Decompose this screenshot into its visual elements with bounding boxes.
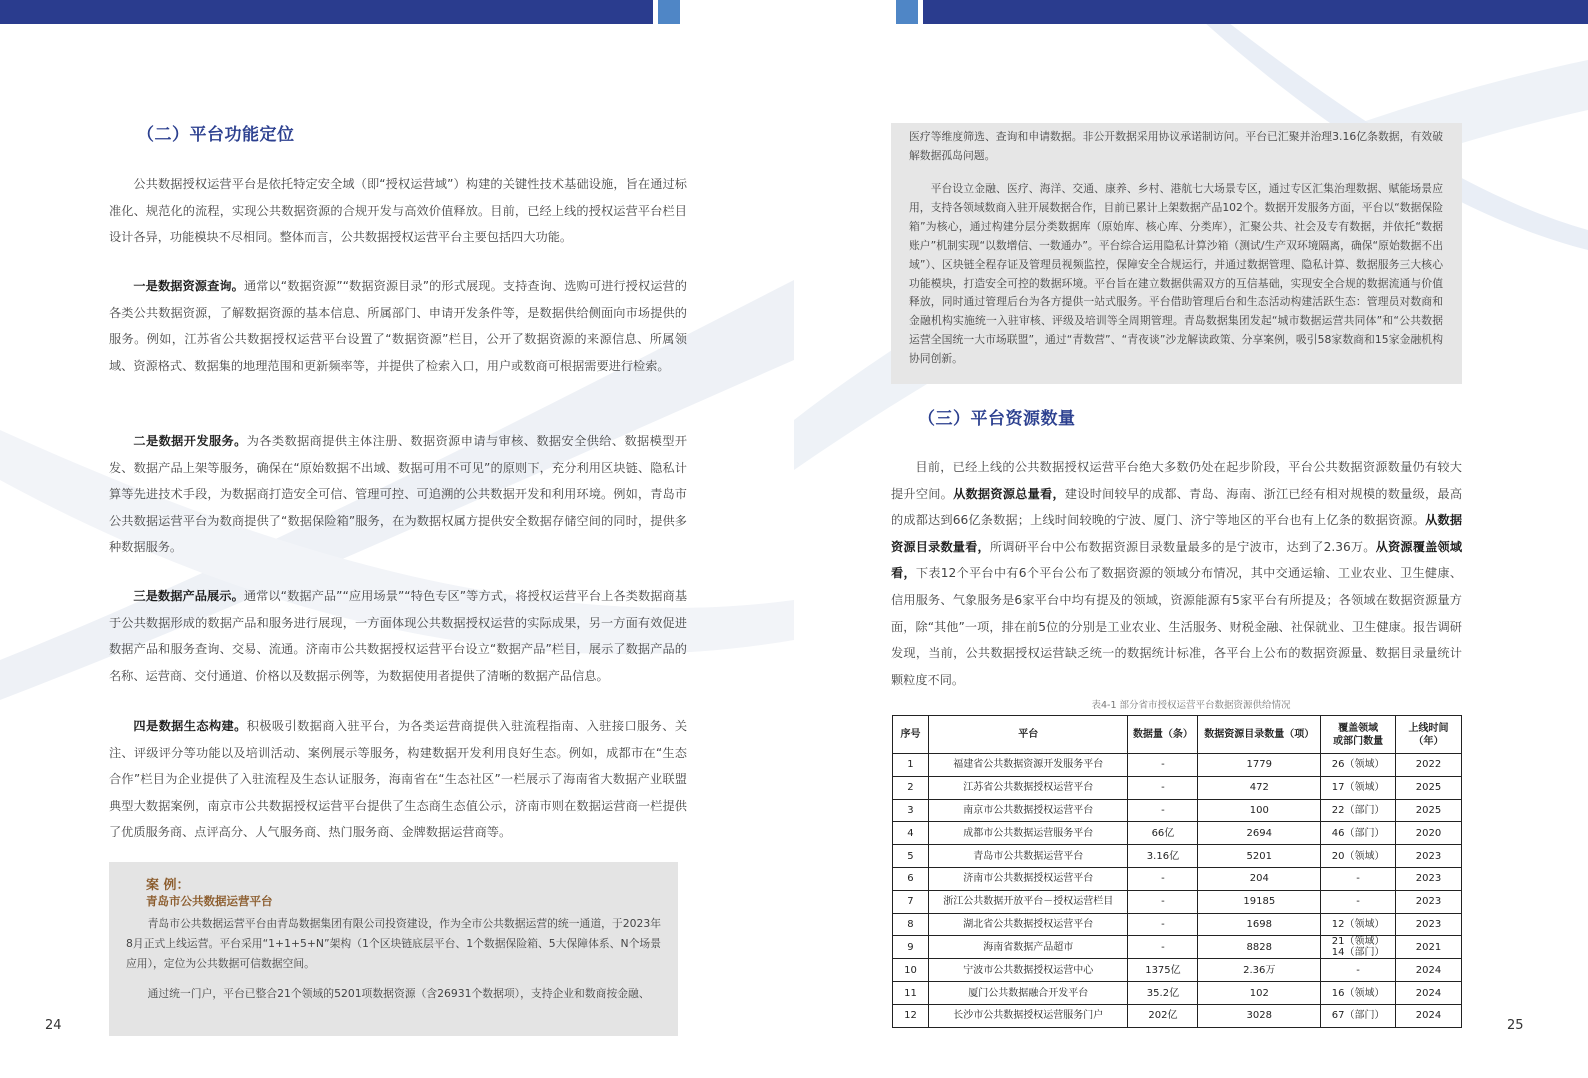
table-header-cell: 平台	[928, 716, 1128, 754]
function-paragraph	[109, 713, 687, 846]
table-cell: -	[1321, 867, 1396, 890]
table-cell: 2025	[1396, 776, 1462, 799]
table-cell: 12	[893, 1004, 929, 1027]
table-cell: 2022	[1396, 754, 1462, 777]
case-paragraph: 通过统一门户，平台已整合21个领域的5201项数据资源（含26931个数据项），支持企业和数商按金融、	[147, 987, 650, 1000]
table-cell: 福建省公共数据资源开发服务平台	[928, 754, 1128, 777]
paragraph-lead: 从数据资源目录数量看，	[891, 513, 1463, 554]
table-cell: 2023	[1396, 913, 1462, 936]
table-cell: 204	[1198, 867, 1321, 890]
table-row	[893, 1004, 1462, 1027]
table-header-cell: 数据量（条）	[1128, 716, 1198, 754]
table-cell: 2021	[1396, 936, 1462, 959]
table-cell: 8828	[1198, 936, 1321, 959]
table-cell: 长沙市公共数据授权运营服务门户	[928, 1004, 1128, 1027]
case-paragraph: 青岛市公共数据运营平台由青岛数据集团有限公司投资建设，作为全市公共数据运营的统一通道，于2023年8月正式上线运营。平台采用“1+1+5+N”架构（1个区块链底层平台、1个数据保险箱、5大保障体系、N个场景应用），定位为公共数据可信数据空间。	[126, 917, 661, 970]
section-heading: （三）平台资源数量	[918, 409, 1076, 429]
table-row	[893, 936, 1462, 959]
table-cell: 9	[893, 936, 929, 959]
table-row	[893, 776, 1462, 799]
table-cell: 成都市公共数据运营服务平台	[928, 822, 1128, 845]
function-text: 为各类数据商提供主体注册、数据资源申请与审核、数据安全供给、数据模型开发、数据产品上架等服务，确保在“原始数据不出域、数据可用不可见”的原则下，充分利用区块链、隐私计算等先进技术手段，为数据商打造安全可信、管理可控、可追溯的公共数据开发和利用环境。例如，青岛市公共数据运营平台为数商提供了“数据保险箱”服务，在为数据权属方提供安全数据存储空间的同时，提供多种数据服务。	[109, 434, 688, 555]
function-text: 积极吸引数据商入驻平台，为各类运营商提供入驻流程指南、入驻接口服务、关注、评级评分等功能以及培训活动、案例展示等服务，构建数据开发利用良好生态。例如，成都市在“生态合作”栏目为企业提供了入驻流程及生态认证服务，海南省在“生态社区”一栏展示了海南省大数据产业联盟典型大数据案例，南京市公共数据授权运营平台提供了生态商生态值公示，济南市则在数据运营商一栏提供了优质服务商、点评高分、人气服务商、热门服务商、金牌数据运营商等。	[109, 719, 688, 840]
table-cell: -	[1128, 799, 1198, 822]
table-cell: -	[1128, 754, 1198, 777]
table-cell: 海南省数据产品超市	[928, 936, 1128, 959]
table-cell: -	[1128, 936, 1198, 959]
paragraph-text: 目前，已经上线的公共数据授权运营平台绝大多数仍处在起步阶段，平台公共数据资源数量仍有较大提升空间。	[891, 460, 1462, 501]
table-body	[893, 754, 1462, 1028]
function-paragraph	[109, 428, 687, 561]
table-cell: 17（领域）	[1321, 776, 1396, 799]
table-cell: 2694	[1198, 822, 1321, 845]
case-title: 案 例：	[146, 878, 190, 893]
table-cell: 3028	[1198, 1004, 1321, 1027]
paragraph-lead: 从资源覆盖领域看，	[891, 539, 1463, 581]
table-cell: -	[1321, 959, 1396, 982]
table-header-cell: 序号	[893, 716, 929, 754]
table-cell: 江苏省公共数据授权运营平台	[928, 776, 1128, 799]
table-cell: 46（部门）	[1321, 822, 1396, 845]
resource-table	[892, 715, 1462, 1028]
table-cell: 3	[893, 799, 929, 822]
table-cell: -	[1128, 776, 1198, 799]
table-cell: 1375亿	[1128, 959, 1198, 982]
table-cell: 2023	[1396, 890, 1462, 913]
right-page	[794, 0, 1588, 1078]
table-cell: 472	[1198, 776, 1321, 799]
table-cell: 2.36万	[1198, 959, 1321, 982]
table-cell: 1779	[1198, 754, 1321, 777]
table-cell: -	[1128, 913, 1198, 936]
table-cell: 4	[893, 822, 929, 845]
section-heading: （二）平台功能定位	[137, 125, 295, 145]
table-cell: 8	[893, 913, 929, 936]
intro-paragraph: 公共数据授权运营平台是依托特定安全域（即“授权运营域”）构建的关键性技术基础设施，旨在通过标准化、规范化的流程，实现公共数据资源的合规开发与高效价值释放。目前，已经上线的授权运营平台栏目设计各异，功能模块不尽相同。整体而言，公共数据授权运营平台主要包括四大功能。	[109, 177, 687, 245]
table-cell: 202亿	[1128, 1004, 1198, 1027]
table-cell: 100	[1198, 799, 1321, 822]
table-header-cell: 覆盖领域 或部门数量	[1321, 716, 1396, 754]
table-cell: 宁波市公共数据授权运营中心	[928, 959, 1128, 982]
table-cell: 12（领域）	[1321, 913, 1396, 936]
function-lead: 三是数据产品展示。	[133, 589, 244, 603]
table-cell: 7	[893, 890, 929, 913]
table-row	[893, 890, 1462, 913]
case-paragraph: 平台设立金融、医疗、海洋、交通、康养、乡村、港航七大场景专区，通过专区汇集治理数据、赋能场景应用，支持各领域数商入驻开展数据合作，目前已累计上架数据产品102个。数据开发服务方面，平台以“数据保险箱”为核心，通过构建分层分类数据库（原始库、核心库、分类库），汇聚公共、社会及专有数据，并依托“数据账户”机制实现“以数增信、一数通办”。平台综合运用隐私计算沙箱（测试/生产双环境隔离，确保“原始数据不出域”）、区块链全程存证及管理员视频监控，保障安全合规运行，并通过数据管理、隐私计算、数据服务三大核心功能模块，打造安全可控的数据环境。平台旨在建立数据供需双方的互信基础，实现安全合规的数据流通与价值释放，同时通过管理后台为各方提供一站式服务。平台借助管理后台和生态活动构建活跃生态：管理员对数商和金融机构实施统一入驻审核、评级及培训等全周期管理。青岛数据集团发起“城市数据运营共同体”和“公共数据运营全国统一大市场联盟”，通过“青数营”、“青夜谈”沙龙解读政策、分享案例，吸引58家数商和15家金融机构协同创新。	[909, 182, 1443, 366]
paragraph-text: 所调研平台中公布数据资源目录数量最多的是宁波市，达到了2.36万。	[989, 539, 1376, 554]
function-lead: 四是数据生态构建。	[133, 719, 247, 733]
function-text: 通常以“数据资源”“数据资源目录”的形式展现。支持查询、选购可进行授权运营的各类公共数据资源，了解数据资源的基本信息、所属部门、申请开发条件等，是数据供给侧面向市场提供的服务。例如，江苏省公共数据授权运营平台设置了“数据资源”栏目，公开了数据资源的来源信息、所属领域、资源格式、数据集的地理范围和更新频率等，并提供了检索入口，用户或数商可根据需要进行检索。	[109, 279, 687, 373]
table-cell: 5	[893, 845, 929, 868]
paragraph-text: 建设时间较早的成都、青岛、海南、浙江已经有相对规模的数量级，最高的成都达到66亿条数据；上线时间较晚的宁波、厦门、济宁等地区的平台也有上亿条的数据资源。	[891, 486, 1463, 528]
table-cell: 5201	[1198, 845, 1321, 868]
table-cell: 11	[893, 982, 929, 1005]
table-row	[893, 982, 1462, 1005]
function-paragraph	[109, 273, 687, 379]
paragraph-text: 下表12个平台中有6个平台公布了数据资源的领域分布情况，其中交通运输、工业农业、卫生健康、信用服务、气象服务是6家平台中均有提及的领域，资源能源有5家平台有所提及；各领域在数据资源量方面，除“其他”一项，排在前5位的分别是工业农业、生活服务、财税金融、社保就业、卫生健康。报告调研发现，当前，公共数据授权运营缺乏统一的数据统计标准，各平台上公布的数据资源量、数据目录量统计颗粒度不同。	[891, 566, 1463, 687]
table-cell: 10	[893, 959, 929, 982]
table-cell: -	[1321, 890, 1396, 913]
table-row	[893, 959, 1462, 982]
table-row	[893, 754, 1462, 777]
table-cell: 22（部门）	[1321, 799, 1396, 822]
table-header-cell: 数据资源目录数量（项）	[1198, 716, 1321, 754]
table-cell: 南京市公共数据授权运营平台	[928, 799, 1128, 822]
table-header-row	[893, 716, 1462, 754]
table-row	[893, 799, 1462, 822]
function-lead: 二是数据开发服务。	[133, 434, 247, 448]
table-cell: 2020	[1396, 822, 1462, 845]
table-row	[893, 822, 1462, 845]
case-subtitle: 青岛市公共数据运营平台	[146, 894, 273, 908]
table-cell: 2024	[1396, 982, 1462, 1005]
table-cell: 2023	[1396, 867, 1462, 890]
case-continuation-box	[891, 123, 1462, 384]
table-cell: 66亿	[1128, 822, 1198, 845]
table-cell: 2024	[1396, 959, 1462, 982]
page-number: 24	[45, 1018, 62, 1033]
table-cell: -	[1128, 867, 1198, 890]
resource-paragraph	[891, 454, 1462, 693]
function-paragraph	[109, 583, 687, 689]
table-row	[893, 845, 1462, 868]
table-cell: 2024	[1396, 1004, 1462, 1027]
table-row	[893, 867, 1462, 890]
table-cell: 21（领域） 14（部门）	[1321, 936, 1396, 959]
table-cell: 35.2亿	[1128, 982, 1198, 1005]
table-cell: 济南市公共数据授权运营平台	[928, 867, 1128, 890]
table-cell: 1	[893, 754, 929, 777]
table-row	[893, 913, 1462, 936]
table-cell: 2025	[1396, 799, 1462, 822]
function-lead: 一是数据资源查询。	[133, 279, 244, 293]
table-cell: 16（领域）	[1321, 982, 1396, 1005]
table-cell: 3.16亿	[1128, 845, 1198, 868]
table-cell: 19185	[1198, 890, 1321, 913]
case-paragraph: 医疗等维度筛选、查询和申请数据。非公开数据采用协议承诺制访问。平台已汇聚并治理3.16亿条数据，有效破解数据孤岛问题。	[909, 130, 1443, 162]
table-cell: 1698	[1198, 913, 1321, 936]
case-box	[109, 862, 678, 1036]
page-number: 25	[1507, 1018, 1524, 1033]
table-cell: 20（领域）	[1321, 845, 1396, 868]
table-cell: 青岛市公共数据运营平台	[928, 845, 1128, 868]
table-cell: 2023	[1396, 845, 1462, 868]
function-text: 通常以“数据产品”“应用场景”“特色专区”等方式，将授权运营平台上各类数据商基于公共数据形成的数据产品和服务进行展现，一方面体现公共数据授权运营的实际成果，另一方面有效促进数据产品和服务查询、交易、流通。济南市公共数据授权运营平台设立“数据产品”栏目，展示了数据产品的名称、运营商、交付通道、价格以及数据示例等，为数据使用者提供了清晰的数据产品信息。	[109, 589, 688, 683]
table-cell: 26（领域）	[1321, 754, 1396, 777]
table-cell: 102	[1198, 982, 1321, 1005]
table-cell: -	[1128, 890, 1198, 913]
table-cell: 厦门公共数据融合开发平台	[928, 982, 1128, 1005]
paragraph-lead: 从数据资源总量看，	[953, 486, 1065, 501]
table-caption: 表4-1 部分省市授权运营平台数据资源供给情况	[1091, 700, 1291, 711]
table-cell: 浙江公共数据开放平台－授权运营栏目	[928, 890, 1128, 913]
table-cell: 湖北省公共数据授权运营平台	[928, 913, 1128, 936]
table-cell: 2	[893, 776, 929, 799]
table-cell: 67（部门）	[1321, 1004, 1396, 1027]
table-header-cell: 上线时间 （年）	[1396, 716, 1462, 754]
table-cell: 6	[893, 867, 929, 890]
